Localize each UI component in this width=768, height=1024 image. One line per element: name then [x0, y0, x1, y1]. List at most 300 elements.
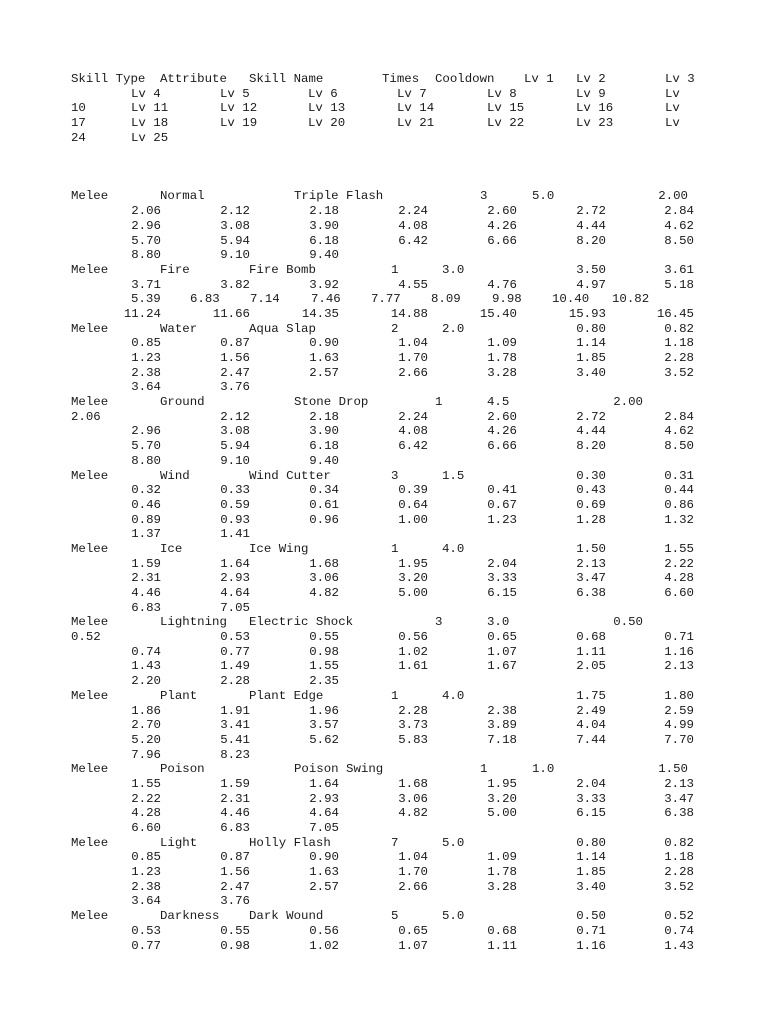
- level-value: 2.38: [131, 879, 161, 894]
- level-value: 1.02: [398, 644, 428, 659]
- level-value: 9.40: [309, 453, 339, 468]
- table-row-cont: [0, 410, 768, 425]
- level-value: 4.62: [664, 218, 694, 233]
- level-value: 3.28: [487, 879, 517, 894]
- skill-type: Melee: [71, 189, 109, 204]
- level-value: 0.96: [309, 512, 339, 527]
- level-value: 2.00: [613, 395, 643, 410]
- level-value: 4.26: [487, 424, 517, 439]
- level-value: 9.40: [309, 248, 339, 263]
- level-value: 0.59: [220, 497, 250, 512]
- level-value: 2.24: [398, 409, 428, 424]
- skill-name: Dark Wound: [249, 909, 324, 924]
- level-value: 0.93: [220, 512, 250, 527]
- header-cell: Lv 1: [524, 72, 554, 86]
- level-value: 6.18: [309, 233, 339, 248]
- header-cell: Lv 16: [576, 101, 614, 116]
- level-value: 1.50: [576, 541, 606, 556]
- skill-name: Fire Bomb: [249, 262, 316, 277]
- level-value: 5.39: [131, 292, 161, 307]
- level-value: 2.60: [487, 409, 517, 424]
- level-value: 0.98: [220, 938, 250, 953]
- level-value: 0.77: [220, 644, 250, 659]
- table-row-cont: [0, 748, 768, 763]
- attribute: Normal: [160, 189, 205, 204]
- level-value: 3.41: [220, 718, 250, 733]
- level-value: 0.74: [664, 923, 694, 938]
- level-value: 0.67: [487, 497, 517, 512]
- level-value: 0.44: [664, 483, 694, 498]
- level-value: 1.23: [487, 512, 517, 527]
- header-cell: Lv 22: [487, 116, 525, 131]
- table-row-cont: [0, 380, 768, 395]
- level-value: 1.75: [576, 688, 606, 703]
- level-value: 3.76: [220, 380, 250, 395]
- level-value: 1.00: [398, 512, 428, 527]
- level-value: 1.56: [220, 865, 250, 880]
- attribute: Fire: [160, 262, 190, 277]
- level-value: 8.20: [576, 233, 606, 248]
- level-value: 8.23: [220, 747, 250, 762]
- level-value: 6.15: [487, 586, 517, 600]
- header-cell: Lv 19: [220, 116, 258, 131]
- level-value: 5.94: [220, 233, 250, 248]
- level-value: 3.90: [309, 424, 339, 439]
- level-value: 1.59: [131, 556, 161, 571]
- level-value: 1.02: [309, 938, 339, 953]
- level-value: 0.41: [487, 483, 517, 498]
- skill-name: Wind Cutter: [249, 468, 331, 483]
- level-value: 0.87: [220, 850, 250, 865]
- level-value: 0.50: [576, 909, 606, 924]
- level-value: 2.84: [664, 409, 694, 424]
- header-cell: Lv 25: [131, 130, 169, 145]
- level-value: 11.24: [123, 306, 161, 321]
- table-row-cont: [0, 865, 768, 880]
- level-value: 1.67: [487, 659, 517, 674]
- header-line: [0, 72, 768, 87]
- level-value: 8.50: [664, 233, 694, 248]
- spacer: [0, 145, 768, 189]
- table-row-cont: [0, 307, 768, 322]
- level-value: 15.93: [568, 306, 606, 321]
- level-value: 0.64: [398, 497, 428, 512]
- level-value: 1.68: [309, 556, 339, 571]
- level-value: 2.72: [576, 204, 606, 219]
- level-value: 3.76: [220, 894, 250, 909]
- table-row-cont: [0, 777, 768, 792]
- level-value: 1.70: [398, 865, 428, 880]
- level-value: 1.41: [220, 527, 250, 542]
- times: 1: [391, 688, 399, 703]
- skill-name: Poison Swing: [294, 762, 384, 777]
- level-value: 2.24: [398, 204, 428, 219]
- level-value: 4.08: [398, 424, 428, 439]
- level-value: 2.96: [131, 424, 161, 439]
- level-value: 0.86: [664, 497, 694, 512]
- table-row-cont: [0, 601, 768, 616]
- level-value: 1.95: [398, 556, 428, 571]
- level-value: 6.38: [664, 806, 694, 821]
- times: 1: [480, 762, 488, 777]
- header-line: [0, 131, 768, 146]
- times: 3: [435, 615, 443, 630]
- level-value: 1.91: [220, 703, 250, 718]
- level-value: 4.28: [664, 571, 694, 586]
- level-value: 0.53: [220, 630, 250, 645]
- level-value: 7.05: [220, 600, 250, 615]
- level-value: 7.05: [309, 821, 339, 835]
- table-row: [0, 542, 768, 557]
- level-value: 2.38: [131, 365, 161, 380]
- level-value: 16.45: [656, 306, 694, 321]
- level-value: 15.40: [479, 306, 517, 321]
- level-value: 9.10: [220, 248, 250, 263]
- level-value: 0.34: [309, 483, 339, 498]
- level-value: 7.46: [311, 292, 341, 307]
- level-value: 0.90: [309, 336, 339, 351]
- level-value: 1.96: [309, 703, 339, 718]
- table-row-cont: [0, 630, 768, 645]
- header-cell: Skill Type: [71, 72, 146, 86]
- cooldown: 5.0: [442, 909, 465, 924]
- level-value: 2.28: [664, 351, 694, 365]
- header-cell: Attribute: [160, 72, 227, 86]
- header-cell: Lv 21: [397, 116, 435, 131]
- level-value: 4.62: [664, 424, 694, 439]
- level-value: 2.96: [131, 218, 161, 233]
- attribute: Ice: [160, 541, 183, 556]
- level-value: 6.83: [131, 600, 161, 615]
- level-value: 0.53: [131, 923, 161, 938]
- table-row-cont: [0, 850, 768, 865]
- level-value: 3.06: [309, 571, 339, 586]
- skill-type: Melee: [71, 688, 109, 703]
- table-row-cont: [0, 645, 768, 660]
- level-value: 14.88: [390, 306, 428, 321]
- level-value: 2.28: [398, 703, 428, 718]
- header-line: [0, 116, 768, 131]
- level-value: 3.52: [664, 879, 694, 894]
- level-value: 1.61: [398, 659, 428, 674]
- level-value: 4.08: [398, 218, 428, 233]
- table-row-cont: [0, 821, 768, 836]
- header-cell: Lv 20: [308, 116, 346, 131]
- level-value: 6.42: [398, 439, 428, 454]
- level-value: 1.95: [487, 776, 517, 791]
- level-value: 3.52: [664, 365, 694, 380]
- level-value: 0.55: [220, 923, 250, 938]
- header-cell: Lv 14: [397, 101, 435, 116]
- level-value: 2.00: [658, 189, 688, 204]
- header-cell: Lv 15: [487, 101, 525, 116]
- level-value: 3.64: [131, 894, 161, 909]
- level-value: 4.26: [487, 218, 517, 233]
- level-value: 6.60: [664, 586, 694, 600]
- level-value: 4.76: [487, 277, 517, 292]
- level-value: 0.65: [398, 923, 428, 938]
- table-row-cont: [0, 792, 768, 807]
- level-value: 8.50: [664, 439, 694, 454]
- times: 2: [391, 321, 399, 336]
- attribute: Water: [160, 321, 198, 336]
- table-row-cont: [0, 336, 768, 351]
- level-value: 0.65: [487, 630, 517, 645]
- level-value: 1.43: [664, 938, 694, 953]
- level-value: 6.42: [398, 233, 428, 248]
- level-value: 2.38: [487, 703, 517, 718]
- level-value: 0.50: [613, 615, 643, 630]
- skill-type: Melee: [71, 468, 109, 483]
- table-row: [0, 395, 768, 410]
- level-value: 5.18: [664, 277, 694, 292]
- level-value: 2.13: [664, 659, 694, 674]
- table-row: [0, 322, 768, 337]
- level-value: 7.70: [664, 732, 694, 747]
- skill-name: Electric Shock: [249, 615, 354, 630]
- level-value: 3.73: [398, 718, 428, 733]
- header-cell: Lv 3: [665, 72, 695, 86]
- header-cell-wrapped: Lv: [665, 116, 680, 131]
- header-cell: Times: [382, 72, 420, 86]
- level-value: 5.70: [131, 439, 161, 454]
- table-row-cont: [0, 733, 768, 748]
- table-row-cont: [0, 292, 768, 307]
- level-value: 3.57: [309, 718, 339, 733]
- header-cell-wrapped: Lv: [665, 86, 680, 101]
- skill-name: Plant Edge: [249, 688, 324, 703]
- header-cell: Lv 23: [576, 116, 614, 131]
- level-value: 4.46: [131, 586, 161, 600]
- level-value: 0.46: [131, 497, 161, 512]
- level-value: 1.68: [398, 776, 428, 791]
- level-value: 0.56: [398, 630, 428, 645]
- times: 1: [391, 541, 399, 556]
- level-value: 2.60: [487, 204, 517, 219]
- table-row-cont: [0, 424, 768, 439]
- level-value: 2.28: [664, 865, 694, 880]
- skill-type: Melee: [71, 615, 109, 630]
- attribute: Ground: [160, 395, 205, 410]
- level-value: 5.62: [309, 732, 339, 747]
- table-row-cont: [0, 204, 768, 219]
- level-value: 4.44: [576, 424, 606, 439]
- level-value: 1.55: [664, 541, 694, 556]
- cooldown: 3.0: [442, 262, 465, 277]
- level-value: 5.41: [220, 732, 250, 747]
- level-value: 5.94: [220, 439, 250, 454]
- table-row-cont: [0, 718, 768, 733]
- header-cell: Skill Name: [249, 72, 324, 86]
- level-value: 1.11: [576, 644, 606, 659]
- table-row: [0, 836, 768, 851]
- level-value: 1.11: [487, 938, 517, 953]
- skill-name: Triple Flash: [294, 189, 384, 204]
- level-value: 10.82: [612, 292, 650, 307]
- level-value: 2.57: [309, 879, 339, 894]
- skill-type: Melee: [71, 321, 109, 336]
- table-row-cont: [0, 278, 768, 293]
- level-value: 8.80: [131, 453, 161, 468]
- cooldown: 1.0: [532, 762, 555, 777]
- level-value: 1.14: [576, 336, 606, 351]
- level-value: 2.18: [309, 204, 339, 219]
- level-value: 0.89: [131, 512, 161, 527]
- level-value: 2.22: [664, 556, 694, 571]
- level-value: 2.93: [309, 791, 339, 806]
- level-value: 1.16: [664, 644, 694, 659]
- times: 5: [391, 909, 399, 924]
- table-row-cont: [0, 924, 768, 939]
- level-value: 2.28: [220, 674, 250, 689]
- level-value: 3.47: [576, 571, 606, 586]
- level-value: 1.50: [658, 762, 688, 777]
- level-value: 1.18: [664, 850, 694, 865]
- level-value: 4.55: [398, 277, 428, 292]
- level-value: 2.22: [131, 791, 161, 806]
- level-value: 2.47: [220, 879, 250, 894]
- level-value: 0.74: [131, 644, 161, 659]
- level-value: 7.14: [250, 292, 280, 307]
- level-value: 6.15: [576, 806, 606, 821]
- table-row-cont: [0, 439, 768, 454]
- level-value: 2.31: [220, 791, 250, 806]
- level-value: 3.33: [576, 791, 606, 806]
- level-value: 1.78: [487, 865, 517, 880]
- level-value: 0.80: [576, 835, 606, 850]
- level-value: 0.82: [664, 835, 694, 850]
- level-value: 1.04: [398, 850, 428, 865]
- level-value: 1.16: [576, 938, 606, 953]
- table-row: [0, 263, 768, 278]
- header-cell: Lv 18: [131, 116, 169, 131]
- level-value: 0.77: [131, 938, 161, 953]
- level-value: 1.32: [664, 512, 694, 527]
- level-value: 3.28: [487, 365, 517, 380]
- header-line: [0, 87, 768, 102]
- level-value: 10.40: [552, 292, 590, 307]
- level-value: 4.04: [576, 718, 606, 733]
- level-value: 1.07: [487, 644, 517, 659]
- level-value: 3.08: [220, 424, 250, 439]
- times: 3: [391, 468, 399, 483]
- level-value: 3.20: [398, 571, 428, 586]
- level-value: 5.00: [487, 806, 517, 821]
- level-value: 4.44: [576, 218, 606, 233]
- table-row-cont: [0, 366, 768, 381]
- table-row-cont: [0, 219, 768, 234]
- level-value: 1.86: [131, 703, 161, 718]
- level-value: 2.12: [220, 409, 250, 424]
- cooldown: 3.0: [487, 615, 510, 630]
- table-row-cont: [0, 513, 768, 528]
- level-value: 1.09: [487, 850, 517, 865]
- header-cell: Lv 11: [131, 101, 169, 116]
- level-value: 2.59: [664, 703, 694, 718]
- level-value: 1.23: [131, 351, 161, 365]
- header-cell-wrapped: Lv: [665, 101, 680, 116]
- level-value: 3.50: [576, 262, 606, 277]
- level-value: 1.64: [309, 776, 339, 791]
- level-value: 0.85: [131, 336, 161, 351]
- level-value: 1.56: [220, 351, 250, 365]
- level-value: 2.13: [576, 556, 606, 571]
- level-value: 4.82: [309, 586, 339, 600]
- level-value: 0.61: [309, 497, 339, 512]
- level-value: 0.43: [576, 483, 606, 498]
- table-row-cont: [0, 806, 768, 821]
- cooldown: 2.0: [442, 321, 465, 336]
- level-value: 6.38: [576, 586, 606, 600]
- level-value: 7.96: [131, 747, 161, 762]
- skill-type: Melee: [71, 909, 109, 924]
- header-cell: Lv 8: [487, 86, 517, 101]
- table-row-cont: [0, 483, 768, 498]
- level-value: 2.35: [309, 674, 339, 689]
- level-value: 0.52: [664, 909, 694, 924]
- table-row: [0, 762, 768, 777]
- level-value: 4.64: [309, 806, 339, 821]
- level-value: 2.84: [664, 204, 694, 219]
- level-value: 8.80: [131, 248, 161, 263]
- table-row-cont: [0, 248, 768, 263]
- level-value: 7.18: [487, 732, 517, 747]
- table-row: [0, 909, 768, 924]
- level-value: 8.20: [576, 439, 606, 454]
- level-value: 2.04: [576, 776, 606, 791]
- level-value: 9.10: [220, 453, 250, 468]
- level-value: 8.09: [431, 292, 461, 307]
- table-row-cont: [0, 454, 768, 469]
- header-cell-wrapped-number: 24: [71, 130, 86, 145]
- level-value: 6.18: [309, 439, 339, 454]
- attribute: Light: [160, 835, 198, 850]
- cooldown: 5.0: [532, 189, 555, 204]
- header-cell: Lv 5: [220, 86, 250, 101]
- cooldown: 1.5: [442, 468, 465, 483]
- header-cell: Lv 9: [576, 86, 606, 101]
- table-row-cont: [0, 894, 768, 909]
- level-value: 0.98: [309, 644, 339, 659]
- table-row-cont: [0, 351, 768, 366]
- level-value: 2.06: [71, 409, 101, 424]
- level-value: 2.20: [131, 674, 161, 689]
- level-value: 1.49: [220, 659, 250, 674]
- level-value: 0.85: [131, 850, 161, 865]
- level-value: 2.70: [131, 718, 161, 733]
- header-cell: Lv 7: [397, 86, 427, 101]
- level-value: 6.83: [220, 821, 250, 835]
- table-row-cont: [0, 571, 768, 586]
- level-value: 2.04: [487, 556, 517, 571]
- level-value: 1.55: [131, 776, 161, 791]
- level-value: 1.80: [664, 688, 694, 703]
- cooldown: 4.5: [487, 395, 510, 410]
- level-value: 4.64: [220, 586, 250, 600]
- level-value: 2.18: [309, 409, 339, 424]
- level-value: 4.46: [220, 806, 250, 821]
- level-value: 1.78: [487, 351, 517, 365]
- header-line: [0, 101, 768, 116]
- level-value: 2.66: [398, 365, 428, 380]
- skill-name: Aqua Slap: [249, 321, 316, 336]
- skill-type: Melee: [71, 762, 109, 777]
- skill-name: Stone Drop: [294, 395, 369, 410]
- cooldown: 4.0: [442, 688, 465, 703]
- level-value: 2.05: [576, 659, 606, 674]
- level-value: 5.00: [398, 586, 428, 600]
- level-value: 3.61: [664, 262, 694, 277]
